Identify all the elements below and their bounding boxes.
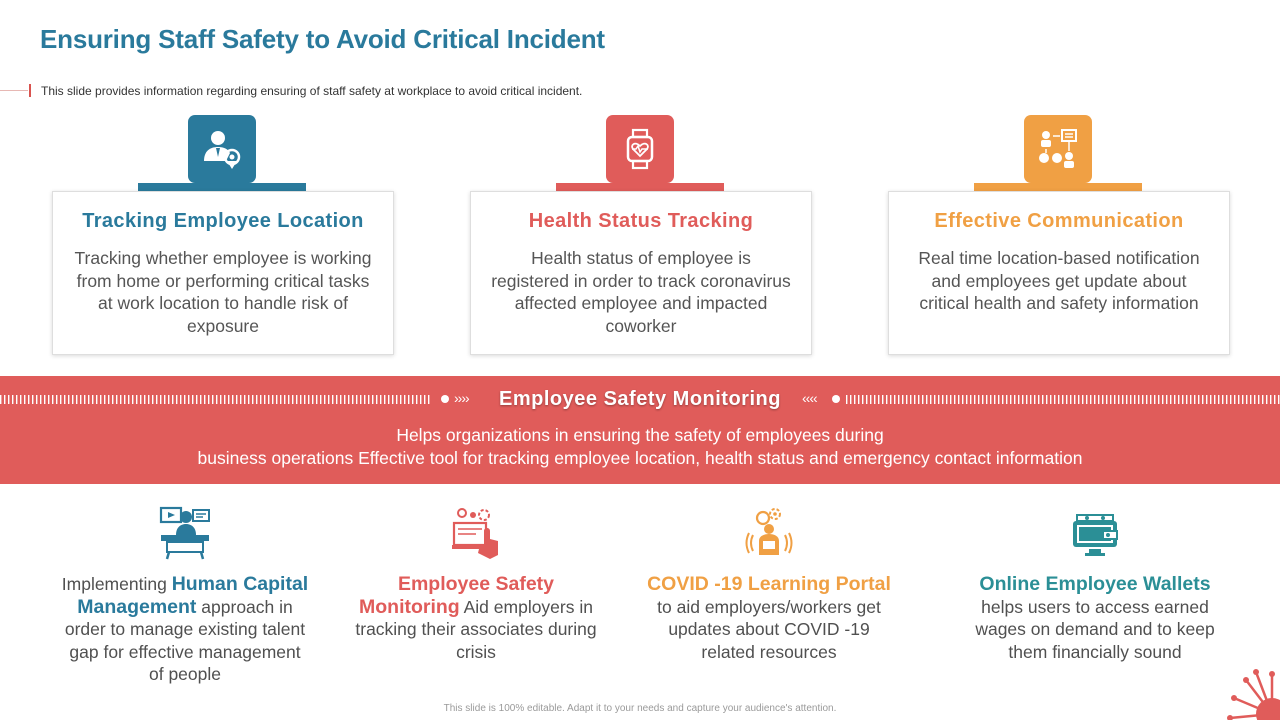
band-title: Employee Safety Monitoring	[499, 388, 781, 410]
feature-rest: Aid employers in tracking their associates during crisis	[355, 596, 597, 662]
feature-safety-monitoring	[351, 505, 601, 663]
feature-learning-portal	[644, 505, 894, 663]
user-location-icon	[200, 127, 244, 171]
band-line-1: Helps organizations in ensuring the safety of employees during	[396, 425, 884, 445]
feature-highlight: Human Capital Management	[77, 573, 309, 618]
feature-highlight: COVID -19 Learning Portal	[647, 573, 891, 595]
wallet-icon	[1067, 505, 1123, 561]
feature-pre: Implementing	[61, 574, 172, 594]
card-icon-box	[606, 115, 674, 183]
band-description	[0, 424, 1280, 470]
band-line-2: business operations Effective tool for tracking employee location, health status and emergency contact information	[197, 448, 1083, 468]
subtitle: This slide provides information regarding ensuring of staff safety at workplace to avoid critical incident.	[41, 84, 583, 98]
feature-rest: helps users to access earned wages on demand and to keep them financially sound	[975, 596, 1215, 662]
page-title: Ensuring Staff Safety to Avoid Critical Incident	[40, 24, 605, 54]
feature-highlight: Online Employee Wallets	[979, 573, 1211, 595]
card-body: Tracking whether employee is working from home or performing critical tasks at work location to handle risk of exposure	[74, 248, 372, 336]
card-icon-box	[1024, 115, 1092, 183]
band-arrows-left: ››››	[454, 390, 469, 406]
card	[52, 191, 394, 355]
feature-highlight: Employee Safety Monitoring	[359, 573, 555, 618]
monitoring-band	[0, 376, 1280, 484]
card-tracking-location	[52, 115, 394, 355]
video-presentation-icon	[157, 505, 213, 561]
band-arrows-right: ‹‹‹‹	[802, 390, 817, 406]
card-health-tracking	[470, 115, 812, 355]
communication-network-icon	[1036, 127, 1080, 171]
feature-text	[60, 573, 310, 686]
card-title: Effective Communication	[934, 210, 1184, 232]
card-body: Health status of employee is registered in order to track coronavirus affected employee and impacted coworker	[491, 248, 791, 336]
card-body: Real time location-based notification and employees get update about critical health and safety information	[918, 248, 1200, 313]
band-dot-right	[832, 395, 840, 403]
card-effective-communication	[888, 115, 1230, 355]
card	[470, 191, 812, 355]
card-accent-bar	[974, 183, 1142, 191]
subtitle-rule	[0, 90, 28, 91]
feature-rest: approach in order to manage existing talent gap for effective management of people	[64, 596, 306, 684]
virus-icon	[1226, 668, 1280, 720]
feature-text	[970, 573, 1220, 663]
feature-text	[644, 573, 894, 663]
feature-rest: to aid employers/workers get updates about COVID -19 related resources	[657, 596, 881, 662]
card-icon-box	[188, 115, 256, 183]
card-accent-bar	[138, 183, 306, 191]
smartwatch-heart-icon	[618, 127, 662, 171]
band-ticks-right	[846, 395, 1280, 404]
card	[888, 191, 1230, 355]
card-title: Health Status Tracking	[528, 210, 754, 232]
card-accent-bar	[556, 183, 724, 191]
learning-gears-icon	[741, 505, 797, 561]
computer-touch-icon	[448, 505, 504, 561]
feature-human-capital	[60, 505, 310, 686]
footer-note: This slide is 100% editable. Adapt it to your needs and capture your audience's attention.	[443, 703, 837, 714]
feature-employee-wallets	[970, 505, 1220, 663]
card-title: Tracking Employee Location	[82, 210, 364, 232]
feature-text	[351, 573, 601, 663]
subtitle-marker	[29, 84, 31, 97]
